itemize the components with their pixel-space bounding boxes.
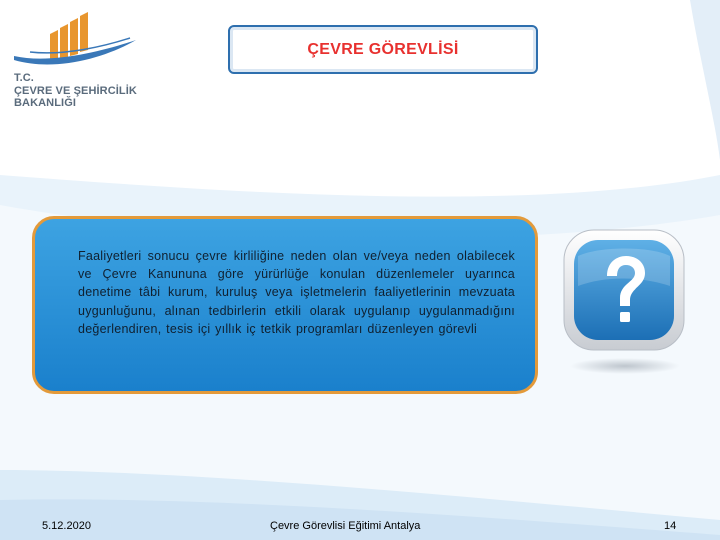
title-box [228, 25, 538, 74]
ministry-logo [10, 12, 150, 122]
logo-line-3: BAKANLIĞI [14, 97, 77, 109]
definition-text: Faaliyetleri sonucu çevre kirliliğine neden olan ve/veya neden olabilecek ve Çevre Kanununa göre yürürlüğe konulan düzenlemeler uyarınca denetime tâbi kurum, kuruluş veya işletmelerin faaliyetlerinin mevzuata uygunluğunu, alınan tedbirlerin etkili olarak uygulanıp uygulanmadığını değerlendiren, tesis içi yıllık iç tetkik programları düzenleyen görevli [78, 249, 515, 336]
question-mark-icon [560, 226, 690, 376]
ministry-logo-icon [10, 12, 150, 72]
page-number: 14 [664, 520, 677, 532]
footer-title: Çevre Görevlisi Eğitimi Antalya [270, 520, 421, 532]
logo-line-2: ÇEVRE VE ŞEHİRCİLİK [14, 84, 137, 97]
footer-date: 5.12.2020 [42, 520, 91, 532]
logo-line-1: T.C. [14, 72, 34, 84]
page-title: ÇEVRE GÖREVLİSİ [307, 40, 459, 58]
